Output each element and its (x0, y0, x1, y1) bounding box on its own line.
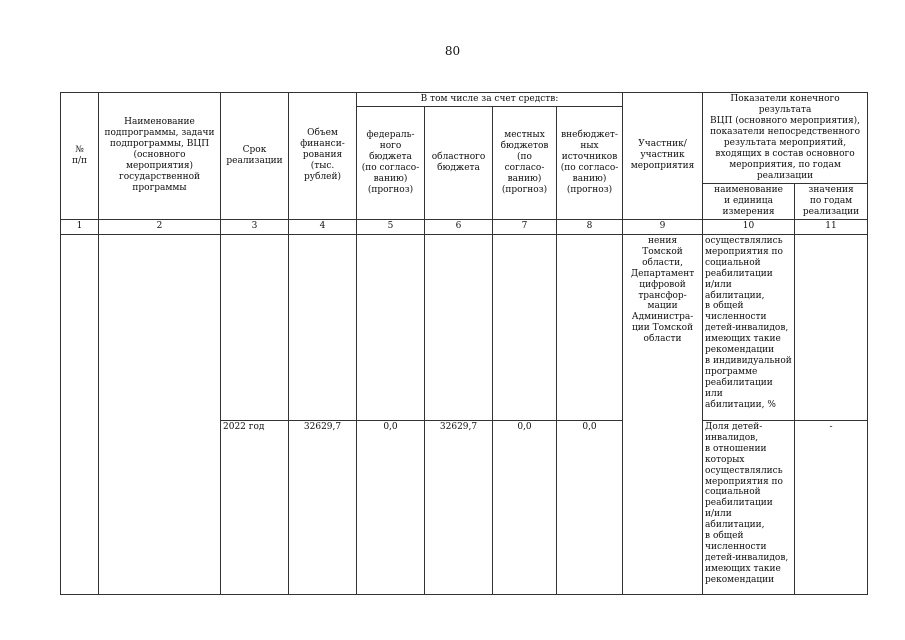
row-regional-cell (425, 234, 493, 420)
header-indicator-values: значения по годам реализации (795, 183, 868, 219)
header-number: № п/п (61, 93, 99, 220)
volume-cell: 32629,7 (289, 420, 357, 594)
column-number: 2 (99, 219, 221, 234)
participant-cell: нения Томской области, Департамент цифровой трансфор- мации Администра- ции Томской области (623, 234, 703, 594)
column-number: 6 (425, 219, 493, 234)
indicator-name-cell: Доля детей- инвалидов, в отношении которых осуществлялись мероприятия по социальной реабилитации и/или абилитации, в общей численности детей-инвалидов, имеющих такие рекомендации (703, 420, 795, 594)
column-number: 1 (61, 219, 99, 234)
column-number: 3 (221, 219, 289, 234)
header-local: местных бюджетов (по согласо- ванию) (прогноз) (493, 106, 557, 219)
row-name-cell (99, 234, 221, 594)
column-number: 11 (795, 219, 868, 234)
column-number: 10 (703, 219, 795, 234)
header-federal: федераль- ного бюджета (по согласо- ванию) (прогноз) (357, 106, 425, 219)
header-indicator-name: наименование и единица измерения (703, 183, 795, 219)
row-federal-cell (357, 234, 425, 420)
row-volume-cell (289, 234, 357, 420)
header-period: Срок реализации (221, 93, 289, 220)
header-funding-group: В том числе за счет средств: (357, 93, 623, 107)
indicator-value-cell: - (795, 420, 868, 594)
indicator-name-cell: осуществлялись мероприятия по социальной реабилитации и/или абилитации, в общей численности детей-инвалидов, имеющих такие рекомендации в индивидуальной программе реабилитации или абилитации, % (703, 234, 795, 420)
header-regional: областного бюджета (425, 106, 493, 219)
regional-cell: 32629,7 (425, 420, 493, 594)
row-local-cell (493, 234, 557, 420)
column-number: 8 (557, 219, 623, 234)
column-number: 5 (357, 219, 425, 234)
column-number: 9 (623, 219, 703, 234)
extrabudget-cell: 0,0 (557, 420, 623, 594)
header-volume: Объем финанси- рования (тыс. рублей) (289, 93, 357, 220)
header-name: Наименование подпрограммы, задачи подпрограммы, ВЦП (основного мероприятия) государственной программы (99, 93, 221, 220)
header-participant: Участник/ участник мероприятия (623, 93, 703, 220)
column-number: 7 (493, 219, 557, 234)
column-number: 4 (289, 219, 357, 234)
period-cell: 2022 год (221, 420, 289, 594)
row-number-cell (61, 234, 99, 594)
page-number: 80 (444, 44, 461, 58)
program-table (60, 92, 868, 595)
indicator-value-cell (795, 234, 868, 420)
header-indicators-group: Показатели конечного результата ВЦП (основного мероприятия), показатели непосредственного результата мероприятий, входящих в состав основного мероприятия, по годам реализации (703, 93, 868, 184)
federal-cell: 0,0 (357, 420, 425, 594)
header-extrabudget: внебюджет- ных источников (по согласо- ванию) (прогноз) (557, 106, 623, 219)
row-extrabudget-cell (557, 234, 623, 420)
row-period-cell (221, 234, 289, 420)
local-cell: 0,0 (493, 420, 557, 594)
